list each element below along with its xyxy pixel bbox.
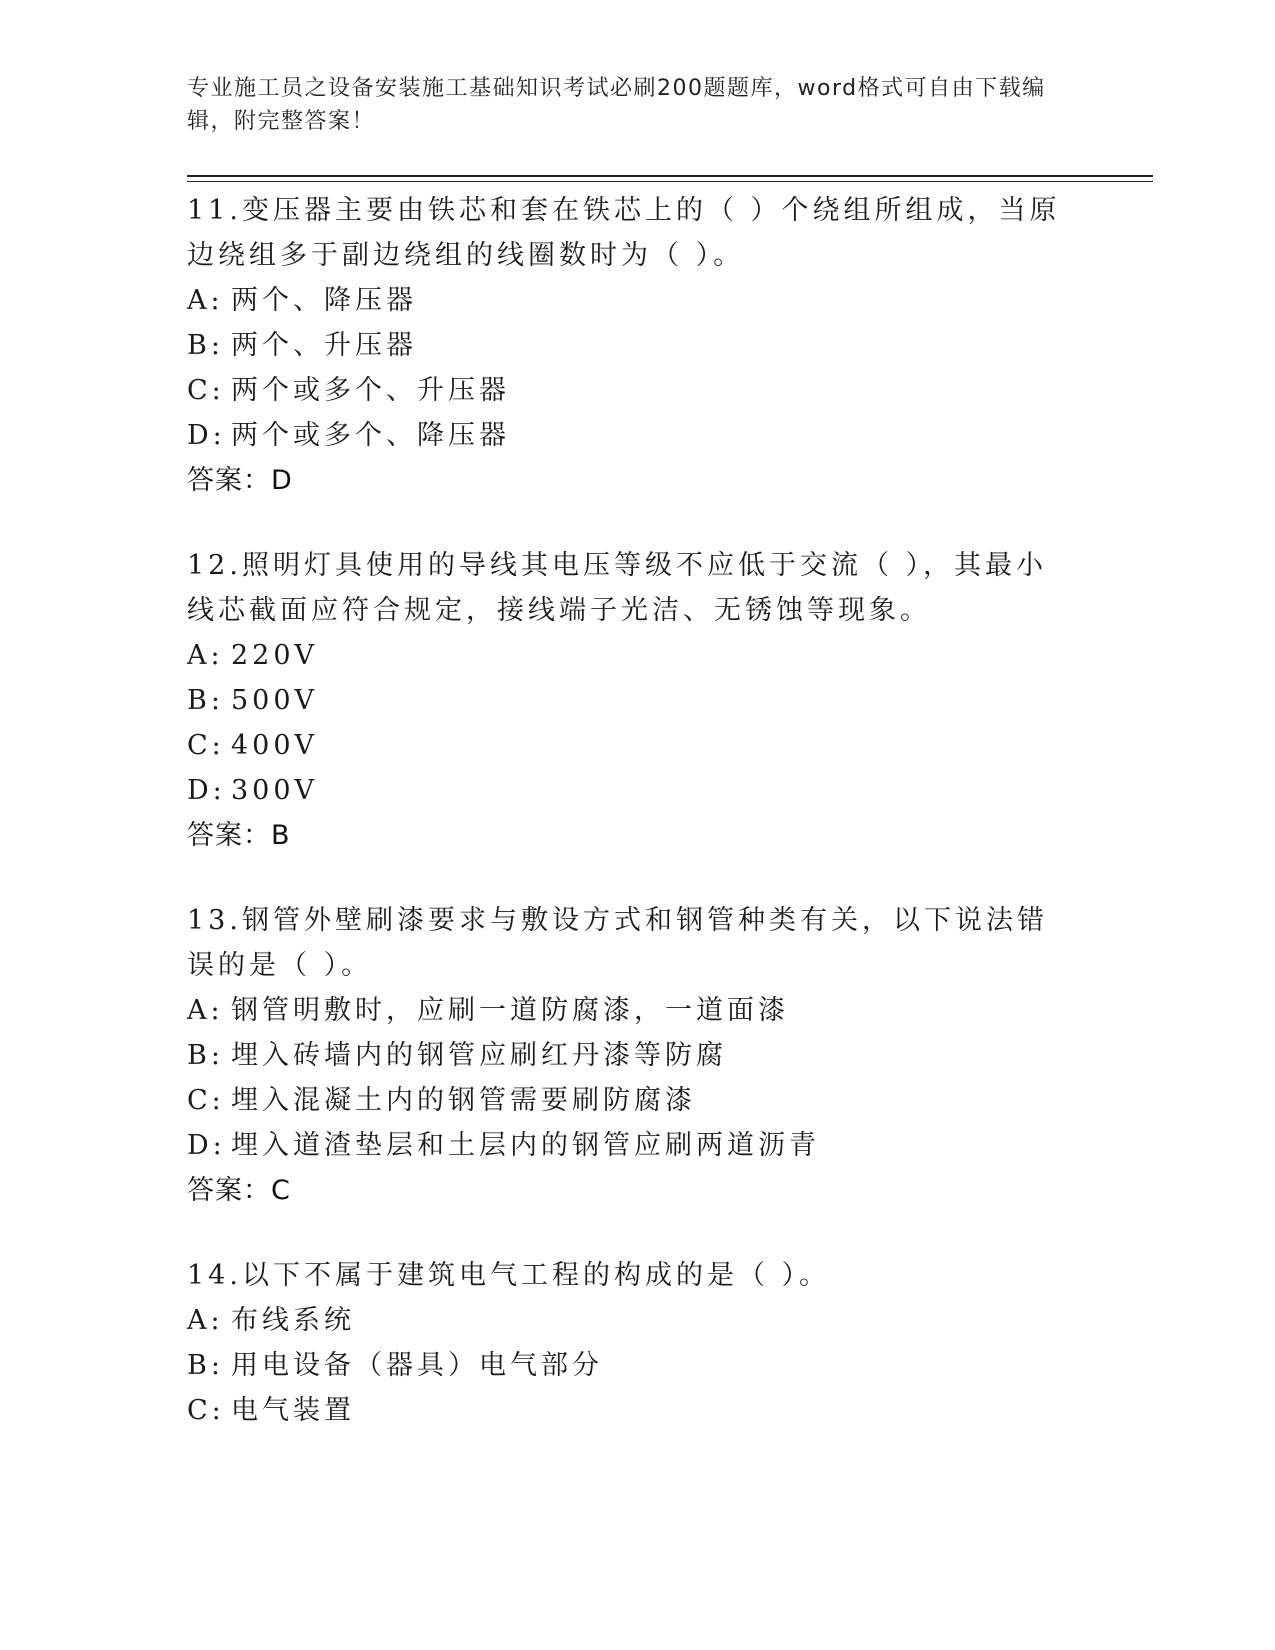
option-letter: B: xyxy=(187,685,224,716)
option-a xyxy=(187,633,1067,678)
option-text: 钢管明敷时，应刷一道防腐漆，一道面漆 xyxy=(231,995,789,1026)
question-11 xyxy=(187,188,1067,503)
question-text: 13.钢管外壁刷漆要求与敷设方式和钢管种类有关，以下说法错误的是（ ）。 xyxy=(187,905,1048,981)
option-letter: B: xyxy=(187,1350,224,1381)
question-13 xyxy=(187,898,1067,1213)
question-text: 11.变压器主要由铁芯和套在铁芯上的（ ）个绕组所组成，当原边绕组多于副边绕组的线圈数时为（ ）。 xyxy=(187,195,1061,271)
option-a xyxy=(187,988,1067,1033)
option-b xyxy=(187,1033,1067,1078)
option-text: 400V xyxy=(231,730,319,761)
option-text: 埋入砖墙内的钢管应刷红丹漆等防腐 xyxy=(231,1040,727,1071)
option-b xyxy=(187,323,1067,368)
option-text: 两个或多个、升压器 xyxy=(231,375,510,406)
option-letter: D: xyxy=(187,775,226,806)
option-text: 500V xyxy=(231,685,319,716)
document-header: 专业施工员之设备安装施工基础知识考试必刷200题题库，word格式可自由下载编辑，附完整答案！ xyxy=(187,76,1046,134)
option-letter: C: xyxy=(187,1395,225,1426)
option-c xyxy=(187,1388,1067,1433)
option-text: 用电设备（器具）电气部分 xyxy=(231,1350,603,1381)
option-letter: A: xyxy=(187,1305,224,1336)
question-14 xyxy=(187,1253,1067,1433)
option-text: 300V xyxy=(231,775,319,806)
option-letter: A: xyxy=(187,285,224,316)
option-text: 两个或多个、降压器 xyxy=(231,420,510,451)
option-d xyxy=(187,1123,1067,1168)
option-a xyxy=(187,278,1067,323)
option-c xyxy=(187,723,1067,768)
option-letter: B: xyxy=(187,330,224,361)
option-b xyxy=(187,678,1067,723)
option-letter: B: xyxy=(187,1040,224,1071)
option-letter: C: xyxy=(187,730,225,761)
option-b xyxy=(187,1343,1067,1388)
option-text: 埋入混凝土内的钢管需要刷防腐漆 xyxy=(231,1085,696,1116)
option-text: 两个、降压器 xyxy=(231,285,417,316)
option-text: 220V xyxy=(231,640,319,671)
option-d xyxy=(187,413,1067,458)
option-letter: D: xyxy=(187,1130,226,1161)
header-rule-thick xyxy=(187,175,1153,177)
option-letter: A: xyxy=(187,995,224,1026)
answer-line: 答案：B xyxy=(187,820,291,851)
option-text: 埋入道渣垫层和土层内的钢管应刷两道沥青 xyxy=(231,1130,820,1161)
option-d xyxy=(187,768,1067,813)
option-text: 两个、升压器 xyxy=(231,330,417,361)
question-list xyxy=(187,188,1067,1473)
option-letter: C: xyxy=(187,1085,225,1116)
question-text: 14.以下不属于建筑电气工程的构成的是（ ）。 xyxy=(187,1260,831,1291)
answer-line: 答案：D xyxy=(187,465,293,496)
question-text: 12.照明灯具使用的导线其电压等级不应低于交流（ ），其最小线芯截面应符合规定，接线端子光洁、无锈蚀等现象。 xyxy=(187,550,1048,626)
option-text: 电气装置 xyxy=(231,1395,355,1426)
answer-line: 答案：C xyxy=(187,1175,291,1206)
option-text: 布线系统 xyxy=(231,1305,355,1336)
option-c xyxy=(187,1078,1067,1123)
header-rule-thin xyxy=(187,181,1153,182)
option-letter: A: xyxy=(187,640,224,671)
option-c xyxy=(187,368,1067,413)
option-letter: D: xyxy=(187,420,226,451)
option-a xyxy=(187,1298,1067,1343)
option-letter: C: xyxy=(187,375,225,406)
question-12 xyxy=(187,543,1067,858)
